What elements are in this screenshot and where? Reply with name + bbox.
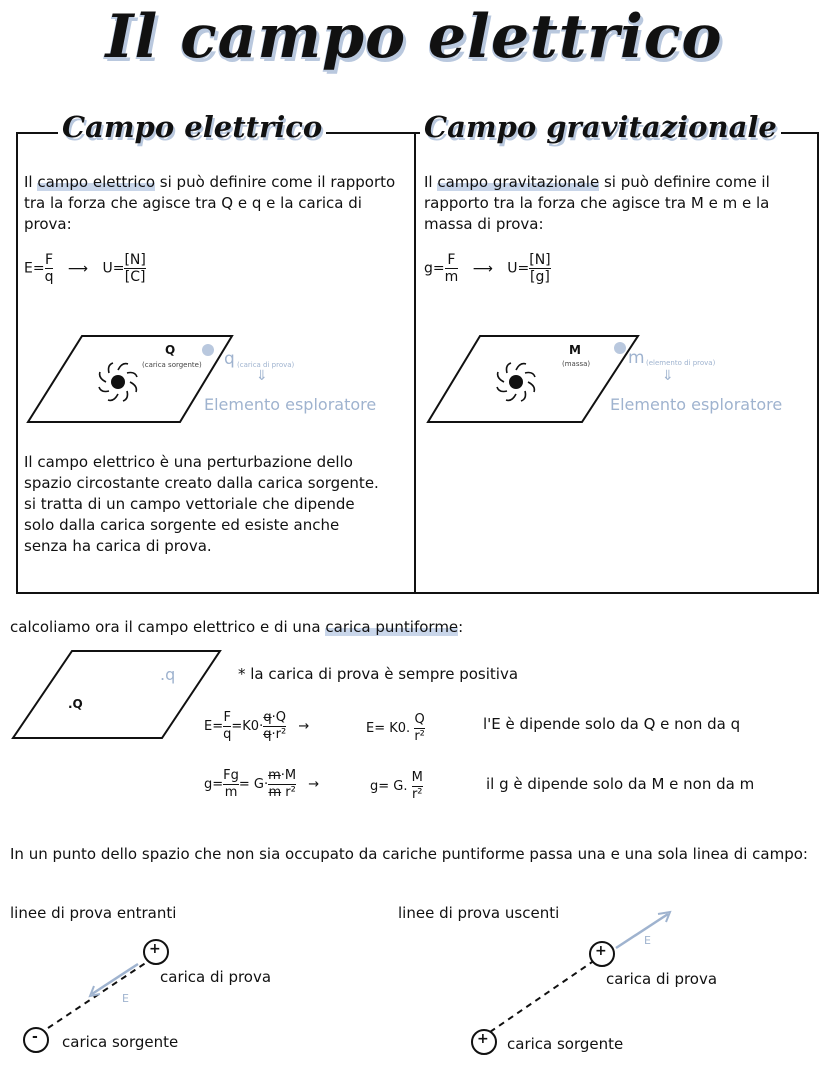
exiting-plus-sign-probe: + (595, 943, 607, 959)
field-lines-intro: In un punto dello spazio che non sia occupato da cariche puntiforme passa una e una sola linea di campo: (10, 845, 808, 863)
point-plane-q: .q (160, 665, 176, 684)
g-formula: g= $\frac{Fg}{m}$ = G· $\frac{m\cdot M}{\text{m r²}}$ → (204, 768, 320, 800)
entering-source-label: carica sorgente (62, 1033, 179, 1051)
gravitational-probe-label: m (628, 348, 645, 368)
entering-minus-sign: - (32, 1029, 38, 1045)
entering-vector-label: E (122, 992, 129, 1005)
electric-source-sub: (carica sorgente) (142, 361, 202, 369)
electric-probe-arrow: ⇓ (256, 368, 268, 384)
gravitational-probe-arrow: ⇓ (662, 368, 674, 384)
point-plane-Q: .Q (68, 697, 83, 711)
electric-plane-diagram (20, 330, 410, 430)
electric-probe-sub: (carica di prova) (237, 361, 295, 369)
electric-field-heading: Campo elettrico (58, 110, 326, 144)
gravitational-plane-diagram (424, 330, 814, 430)
electric-formula: E= $\frac{F}{q}$ ⟶ U= $\frac{[N]}{[C]}$ (24, 252, 146, 285)
point-charge-intro: calcoliamo ora il campo elettrico e di una carica puntiforme: (10, 618, 464, 636)
gravitational-field-heading: Campo gravitazionale (420, 110, 781, 144)
gravitational-intro: Il campo gravitazionale si può definire come il rapporto tra la forza che agisce tra M e m e la massa di prova: (424, 173, 770, 233)
electric-explorer: Elemento esploratore (204, 395, 377, 414)
entering-plus-sign: + (149, 941, 161, 957)
e-result: E= K0. $\frac{Q}{\text{r²}}$ (366, 712, 425, 744)
g-note: il g è dipende solo da M e non da m (486, 775, 755, 793)
page-title: Il campo elettrico (105, 2, 723, 72)
electric-source-label: Q (165, 343, 176, 357)
point-charge-plane (10, 648, 225, 743)
gravitational-explorer: Elemento esploratore (610, 395, 783, 414)
electric-probe-label: q (224, 349, 235, 369)
exiting-lines-title: linee di prova uscenti (398, 904, 560, 922)
entering-lines-title: linee di prova entranti (10, 904, 177, 922)
exiting-probe-label: carica di prova (606, 970, 718, 988)
gravitational-source-label: M (569, 343, 581, 357)
exiting-source-label: carica sorgente (507, 1035, 624, 1053)
exiting-plus-sign-source: + (477, 1031, 489, 1047)
g-result: g= G. $\frac{M}{\text{r²}}$ (370, 770, 423, 802)
electric-description: Il campo elettrico è una perturbazione dello spazio circostante creato dalla carica sorgente. si tratta di un campo vettoriale che dipende solo dalla carica sorgente ed esiste anche senza ha carica di prova. (24, 453, 379, 555)
gravitational-formula: g= $\frac{F}{m}$ ⟶ U= $\frac{[N]}{[g]}$ (424, 252, 551, 285)
gravitational-source-sub: (massa) (562, 360, 591, 368)
gravitational-probe-sub: (elemento di prova) (646, 359, 716, 367)
e-formula: E= $\frac{F}{q}$ =K0· $\frac{q\cdot Q}{\text{q·r²}}$ → (204, 710, 310, 742)
exiting-vector-label: E (644, 934, 651, 947)
positive-probe-note: * la carica di prova è sempre positiva (238, 665, 519, 683)
electric-intro: Il campo elettrico si può definire come il rapporto tra la forza che agisce tra Q e q e la carica di prova: (24, 173, 396, 233)
entering-probe-label: carica di prova (160, 968, 272, 986)
e-note: l'E è dipende solo da Q e non da q (483, 715, 741, 733)
entering-lines-diagram (0, 920, 400, 1060)
